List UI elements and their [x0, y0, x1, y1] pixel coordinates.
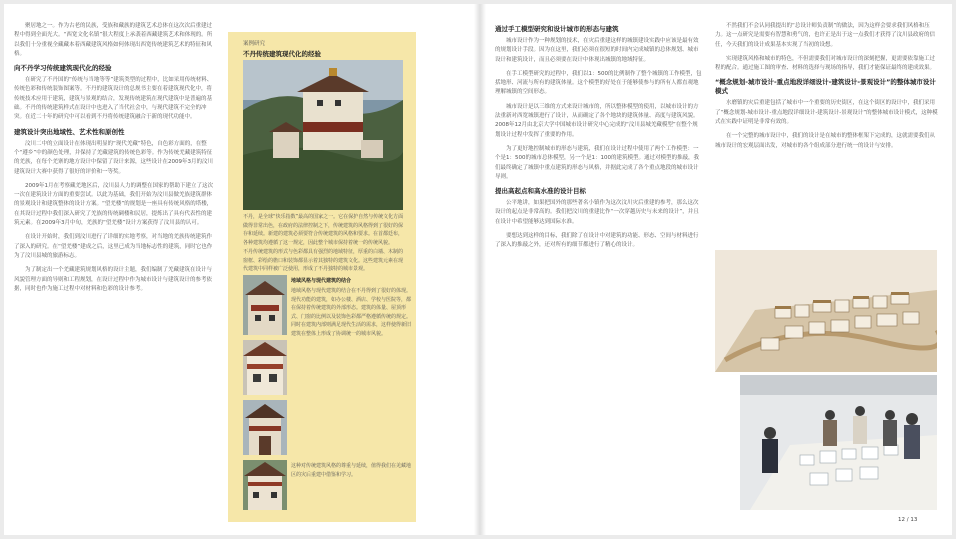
right-text-column-2: [715, 22, 940, 244]
model-review-photo: [740, 375, 937, 510]
paragraph: 2009年1月在考察藏羌地区后，汶川县人力的调整在国家的帮助下建立了这次一次在建筑设计方面的重要尝试。以此为基础，我们开始为汶川县做羌族建筑群体的景观设计和建筑整体的设计方案。“望羌楼”的规划是一座具有传统风格的塔楼，在其设计过程中我们深入研究了羌族的传统碉楼和民居，提炼出了具有代表性的建筑元素。在2009年3月中旬，羌族的“望羌楼”设计方案获得了汶川县的认可。: [14, 182, 213, 227]
bhutan-building-photo-1: [243, 275, 287, 335]
paragraph: 为了制定出一个羌藏建筑规划风格的设计主题，我们编制了羌藏建筑在设计与风貌管理方面的导则和工程规划，在设计过程中作为城市设计与建筑设计的参考依据，同时也作为施工过程中对材料和色彩的设计参考。: [14, 267, 213, 292]
paragraph: 要想达到这样的目标，我们除了在设计中对建筑的功能、形态、空间与材料进行了深入的推敲之外，还对所有的细节都进行了精心的设计。: [495, 233, 699, 249]
sidebar-label: 案例研究: [243, 41, 266, 47]
right-text-column-1: [495, 22, 703, 522]
bhutan-building-photo-4: [243, 460, 287, 510]
section-heading-design-mode: “概念规划-城市设计-重点地段详细设计-建筑设计-景观设计”的整体城市设计模式: [715, 78, 936, 96]
paragraph: 在一个完整的城市设计中，我们的设计是在城市的整体框架下完成的，这就需要我们从城市设计的宏观层面出发，对城市的各个组成部分进行统一的设计与安排。: [715, 133, 936, 149]
sidebar-caption-1: 不丹，是全球“快乐指数”最高的国家之一。它在保护自然与传统文化方面做得非常出色，在政府的法律控制之下，传统建筑的风格得到了很好的保存和延续。新建的建筑必须要符合传统建筑的风格和要求。在首都廷布，各种建筑均遵循了这一规定，因此整个城市保持着统一的传统风貌。: [243, 214, 404, 246]
sidebar-caption-2: 不丹传统建筑的形式与色彩都具有强烈的地域特征，厚重的白墙、木制的窗框、彩绘的檐口和装饰都显示着其独特的建筑文化。这些建筑元素在现代建筑中同样被广泛使用，形成了不丹独特的城市景观。: [243, 249, 404, 273]
bhutan-building-photo-2: [243, 340, 287, 395]
architectural-model-photo: [715, 250, 937, 372]
bhutan-dzong-photo: [243, 60, 403, 210]
intro-paragraph: 聚居地之一。作为古老的民族，受族和藏族的建筑艺术总体在这次次后重建过程中得到全面光大。“西宽文化名镇”很大程度上承袭着西藏建筑艺术和体现的。所以我们十分重视全藏藏本着西藏建筑风格如何体现出西宽传统建筑艺术的特征和风格。: [14, 23, 213, 57]
paragraph: 在研究了不丹国的“传统与当地等等”建筑类型的过程中，比如采用传统材料、传统色彩和传统装饰图案等。不丹的建筑设计的总规书主要在着建筑现代化中，将传统技术应用于建筑，建筑与景观的结合，发现传统建筑在现代建筑中是普遍的基础。不丹的传统建筑样式在设计中也进入了当代社会中，与现代建筑不完全的冲突。在近二十年的研究中可以看到不丹将传统建筑融合于新的现代功能中。: [14, 77, 213, 121]
paragraph: 不然我们不会认同我提出的“总设计师负责制”的做法，因为这样会要求我们风格和压力。这一点研究是需要有智慧和勇气的，也许正是出于这一点我们才获得了汶川县政府的信任，今天我们的设计成果基本实现了当初的设想。: [715, 23, 936, 48]
page-gutter: [474, 4, 486, 535]
section-heading-goals: 提出高起点和高水准的设计目标: [495, 187, 586, 196]
paragraph: 城市设计作为一种规划的技术，在灾后重建这样的城镇建设实践中应该是最有效的规划设计手段。因为在这里，我们必须在很短的时间内完成城镇的总体规划、城市设计和建筑设计，而且必须要在设计中体现出城镇的地域特征。: [495, 38, 699, 63]
sidebar-subheading: 地域风格与现代建筑的结合: [291, 278, 351, 284]
bhutan-building-photo-3: [243, 400, 287, 455]
sidebar-title: 不丹传统建筑现代化的经验: [243, 50, 321, 58]
page-number: 12 / 13: [898, 517, 918, 523]
sidebar-caption-3: 地域风格与现代建筑的结合在不丹得到了很好的体现。现代功能的建筑，如办公楼、酒店、学校与医院等，都在保持着传统建筑的外部形态。建筑的体量、屋顶形式、门窗的比例以及装饰色彩都严格遵循传统的规定。同时在建筑内部则满足现代生活的需求，这样使得新旧建筑在整体上形成了协调统一的城市风貌。: [291, 288, 412, 337]
left-text-column: [14, 22, 216, 522]
paragraph: 汶川二中的立面设计在体现出明显的“现代羌藏”特色，自色彩方面的，在整个“遵乡”中的颜色处理，并保持了羌藏建筑的传统色彩等。作为传统羌藏建筑特征的羌族，在每个羌寨的地方设计中保留了设计来源，这些设计在2009年3月的汶川建筑设计大赛中获得了很好的评价和一等奖。: [14, 140, 213, 175]
section-heading-bhutan: 向不丹学习传统建筑现代化的经验: [14, 64, 112, 73]
paragraph: 水磨镇的灾后重建包括了城市中一个重要的历史街区，在这个街区的设计中，我们采用了“概念规划-城市设计-重点地段详细设计-建筑设计-景观设计”的整体城市设计模式，这种模式在实践中证明是非常有效的。: [715, 100, 938, 126]
paragraph: 在手工模型研究的过程中，我们以1：500的比例制作了整个城镇的工作模型，包括地形、河流与所有的建筑体量。这个模型的好处在于能够使参与的所有人都直观地理解城镇的空间形态。: [495, 70, 702, 96]
section-heading-regional: 建筑设计突出地域性、艺术性和原创性: [14, 127, 125, 136]
paragraph: 公平地讲，如果把国外的那些著名小镇作为这次汶川灾后重建的参考，那么这次设计的起点是非常高的。我们把汶川的重建比作“一次穿越历史与未来的设计”，并且在设计中希望能够达到国际水准。: [495, 200, 699, 225]
paragraph: 为了更好地控制城市的形态与建筑，我们在设计过程中使用了两个工作模型：一个是1：500的城市总体模型，另一个是1：100的建筑模型。通过对模型的推敲，我们最终确定了城镇中重点建筑的形态与风格，并据此完成了各个重点地段的城市设计导则。: [495, 145, 699, 180]
sidebar-caption-4: 这种对传统建筑风格的尊重与延续，值得我们在羌藏地区的灾后重建中借鉴和学习。: [291, 463, 412, 478]
paragraph: 城市设计是以三维的方式来设计城市的，所以整体模型的使用，以城市设计的方法重新对西宽城镇进行了设计，从而确定了各个地块的建筑体量、高度与建筑风貌。2008年12月由北京大学中国城市设计研究中心完成的“汶川县城羌藏模型”在整个规划设计过程中发挥了重要的作用。: [495, 103, 699, 138]
paragraph: 实现建筑风格和城市的特色，不但需要我们对城市设计的深刻把握，更需要依靠施工过程的配合。通过施工图的审查、材料的选择与现场的指导，我们才能保证最终的建成效果。: [715, 55, 936, 72]
paragraph: 在设计开始时，我们到汶川进行了详细的实地考察，对当地的羌族传统建筑作了深入的研究。在“望羌楼”建成之后，这里已成为当地标志性的建筑，同时它也作为了汶川县城的旅游标志。: [14, 234, 213, 259]
section-heading-models: 通过手工模型研究和设计城市的形态与建筑: [495, 25, 619, 33]
